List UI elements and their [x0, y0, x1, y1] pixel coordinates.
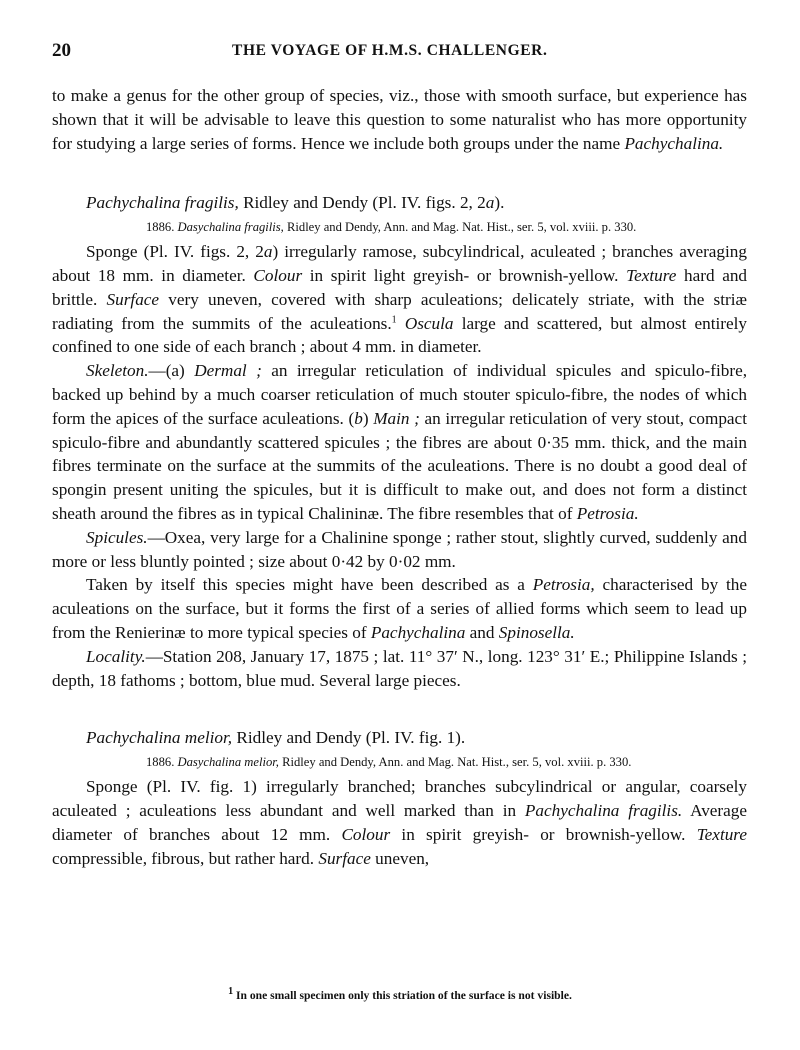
locality-paragraph: Locality.—Station 208, January 17, 1875 ; lat. 11° 37′ N., long. 123° 31′ E.; Philippine Islands ; depth, 18 fathoms ; bottom, blue mud. Several large pieces. — [52, 646, 747, 690]
skeleton-paragraph: Skeleton.—(a) Dermal ; an irregular reticulation of individual spicules and spiculo-fibre, backed up behind by a much coarser reticulation of much stouter spiculo-fibre, the nodes of which form the apices of the surface aculeations. (b) Main ; an irregular reticulation of very stout, compact spiculo-fibre and abundantly scattered spicules ; the fibres are about 0·35 mm. thick, and the main fibres terminate on the surface at the summits of the aculeations. There is no doubt a good deal of spongin present uniting the spicules, but it is difficult to make out, and does not form a distinct sheath around the fibres as in typical Chalininæ. The fibre resembles that of Petrosia. — [52, 361, 747, 523]
melior-description-paragraph: Sponge (Pl. IV. fig. 1) irregularly branched; branches subcylindrical or angular, coarsely aculeated ; aculeations less abundant and well marked than in Pachychalina fragilis. Average diameter of branches about 12 mm. Colour in spirit greyish- or brownish-yellow. Texture compressible, fibrous, but rather hard. Surface uneven, — [52, 777, 748, 868]
footnote-reference: 1 — [391, 313, 397, 325]
footnote-mark: 1 — [228, 986, 234, 998]
synonymy-melior: 1886. Dasychalina melior, Ridley and Dendy, Ann. and Mag. Nat. Hist., ser. 5, vol. xviii. p. 330. — [146, 755, 632, 770]
species-heading-fragilis: Pachychalina fragilis, Ridley and Dendy (Pl. IV. figs. 2, 2a). — [86, 193, 505, 213]
remarks-paragraph: Taken by itself this species might have been described as a Petrosia, characterised by the aculeations on the surface, but it forms the first of a series of allied forms which seem to lead up from the Renierinæ to more typical species of Pachychalina and Spinosella. — [52, 575, 747, 642]
page-number: 20 — [52, 40, 71, 61]
page-body — [52, 84, 747, 870]
description-paragraph: Sponge (Pl. IV. figs. 2, 2a) irregularly ramose, subcylindrical, aculeated ; branches averaging about 18 mm. in diameter. Colour in spirit light greyish- or brownish-yellow. Texture hard and brittle. Surface very uneven, covered with sharp aculeations; delicately striate, with the striæ radiating from the summits of the aculeations.$^1$ Oscula large and scattered, but almost entirely confined to one side of each branch ; about 4 mm. in diameter. — [52, 242, 748, 357]
species-heading-melior: Pachychalina melior, Ridley and Dendy (Pl. IV. fig. 1). — [86, 728, 466, 748]
page-header — [52, 40, 748, 66]
intro-paragraph: to make a genus for the other group of species, viz., those with smooth surface, but experience has shown that it will be advisable to leave this question to some naturalist who has more opportunity for studying a large series of forms. Hence we include both groups under the name Pachychalina. — [52, 86, 747, 153]
spicules-paragraph: Spicules.—Oxea, very large for a Chalinine sponge ; rather stout, slightly curved, suddenly and more or less bluntly pointed ; size about 0·42 by 0·02 mm. — [52, 527, 747, 571]
synonymy-fragilis: 1886. Dasychalina fragilis, Ridley and Dendy, Ann. and Mag. Nat. Hist., ser. 5, vol. xviii. p. 330. — [146, 220, 637, 235]
running-title: THE VOYAGE OF H.M.S. CHALLENGER. — [232, 42, 548, 59]
footnote: $^1$ In one small specimen only this striation of the surface is not visible. — [228, 986, 572, 1002]
